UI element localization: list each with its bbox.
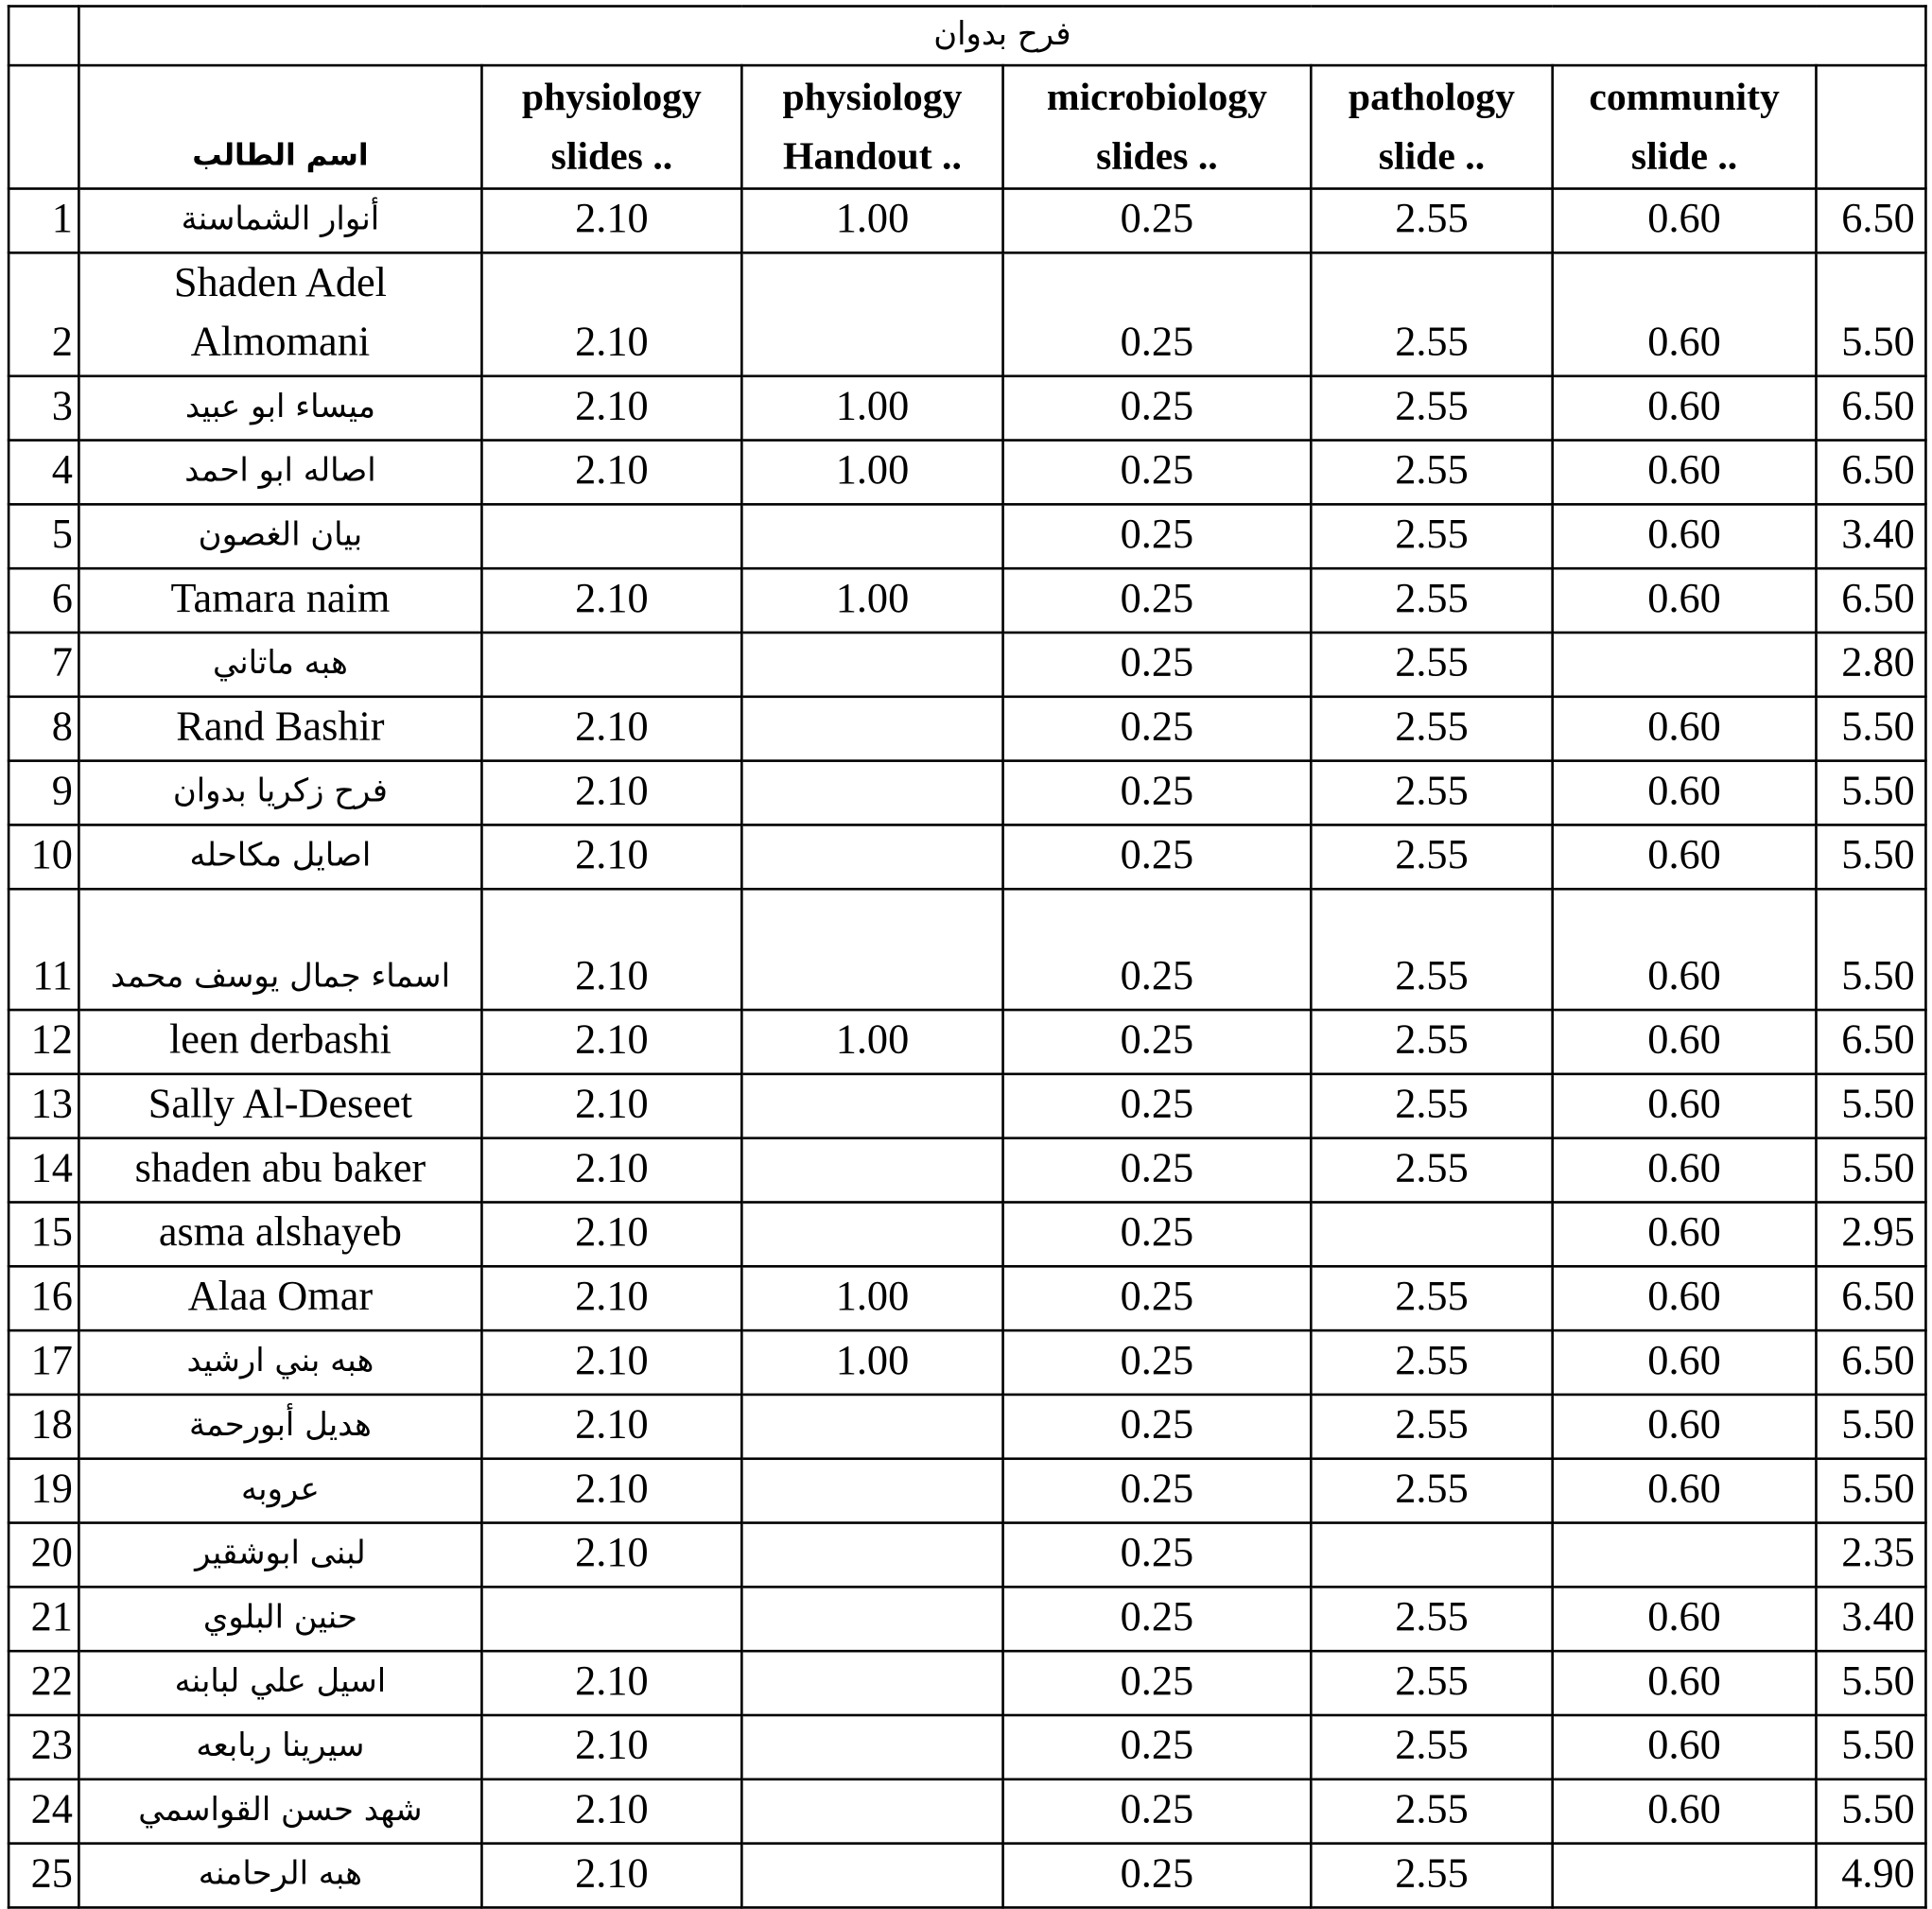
community-slide-cell[interactable]: 0.60 — [1553, 441, 1817, 505]
community-slide-cell[interactable]: 0.60 — [1553, 376, 1817, 441]
row-number-cell[interactable]: 24 — [9, 1779, 78, 1844]
total-cell[interactable]: 6.50 — [1816, 1266, 1925, 1330]
community-slide-cell[interactable]: 0.60 — [1553, 1779, 1817, 1844]
pathology-slide-cell[interactable]: 2.55 — [1311, 568, 1552, 633]
microbiology-slides-cell[interactable]: 0.25 — [1003, 1587, 1312, 1651]
physiology-handout-cell[interactable] — [741, 761, 1002, 825]
community-slide-header[interactable]: community slide .. — [1553, 65, 1817, 188]
row-number-cell[interactable]: 20 — [9, 1523, 78, 1588]
grades-table — [8, 5, 1927, 1909]
total-cell[interactable]: 5.50 — [1816, 1651, 1925, 1715]
microbiology-slides-cell[interactable]: 0.25 — [1003, 1074, 1312, 1138]
microbiology-slides-cell[interactable]: 0.25 — [1003, 1523, 1312, 1588]
physiology-handout-cell[interactable] — [741, 1779, 1002, 1844]
community-slide-cell[interactable]: 0.60 — [1553, 1587, 1817, 1651]
community-slide-cell[interactable] — [1553, 1844, 1817, 1908]
physiology-handout-cell[interactable] — [741, 697, 1002, 761]
total-cell[interactable]: 6.50 — [1816, 441, 1925, 505]
microbiology-slides-cell[interactable]: 0.25 — [1003, 1010, 1312, 1074]
table-row — [9, 504, 1925, 568]
table-row — [9, 889, 1925, 1010]
total-cell[interactable]: 5.50 — [1816, 1138, 1925, 1203]
pathology-slide-cell[interactable]: 2.55 — [1311, 1395, 1552, 1459]
student-name-header[interactable]: اسم الطالب — [78, 65, 481, 188]
physiology-handout-cell[interactable]: 1.00 — [741, 189, 1002, 253]
physiology-slides-cell[interactable]: 2.10 — [481, 1844, 741, 1908]
microbiology-slides-cell[interactable]: 0.25 — [1003, 697, 1312, 761]
student-name-cell[interactable]: اصاله ابو احمد — [78, 441, 481, 505]
physiology-handout-cell[interactable]: 1.00 — [741, 1010, 1002, 1074]
pathology-slide-cell[interactable]: 2.55 — [1311, 1844, 1552, 1908]
pathology-slide-cell[interactable]: 2.55 — [1311, 1779, 1552, 1844]
pathology-slide-cell[interactable]: 2.55 — [1311, 1715, 1552, 1779]
physiology-handout-cell[interactable] — [741, 1523, 1002, 1588]
student-name-cell[interactable]: لبنى ابوشقير — [78, 1523, 481, 1588]
microbiology-slides-cell[interactable]: 0.25 — [1003, 1844, 1312, 1908]
row-number-cell[interactable]: 25 — [9, 1844, 78, 1908]
row-number-cell[interactable]: 23 — [9, 1715, 78, 1779]
physiology-slides-cell[interactable]: 2.10 — [481, 1715, 741, 1779]
row-number-cell[interactable]: 16 — [9, 1266, 78, 1330]
row-number-cell[interactable]: 18 — [9, 1395, 78, 1459]
physiology-handout-cell[interactable] — [741, 1395, 1002, 1459]
physiology-slides-cell[interactable]: 2.10 — [481, 761, 741, 825]
physiology-handout-cell[interactable] — [741, 633, 1002, 697]
student-name-cell[interactable]: ميساء ابو عبيد — [78, 376, 481, 441]
physiology-slides-cell[interactable]: 2.10 — [481, 252, 741, 375]
microbiology-slides-cell[interactable]: 0.25 — [1003, 1395, 1312, 1459]
physiology-slides-cell[interactable]: 2.10 — [481, 1138, 741, 1203]
row-number-cell[interactable]: 1 — [9, 189, 78, 253]
row-number-cell[interactable]: 2 — [9, 252, 78, 375]
physiology-slides-cell[interactable]: 2.10 — [481, 1330, 741, 1395]
total-cell[interactable]: 2.35 — [1816, 1523, 1925, 1588]
physiology-handout-cell[interactable] — [741, 1651, 1002, 1715]
student-name-cell[interactable]: بيان الغصون — [78, 504, 481, 568]
physiology-slides-cell[interactable]: 2.10 — [481, 189, 741, 253]
row-number-cell[interactable]: 13 — [9, 1074, 78, 1138]
microbiology-slides-cell[interactable]: 0.25 — [1003, 504, 1312, 568]
total-cell[interactable]: 2.95 — [1816, 1202, 1925, 1266]
microbiology-slides-cell[interactable]: 0.25 — [1003, 1715, 1312, 1779]
physiology-slides-cell[interactable]: 2.10 — [481, 441, 741, 505]
table-row — [9, 1651, 1925, 1715]
pathology-slide-header[interactable]: pathology slide .. — [1311, 65, 1552, 188]
physiology-slides-cell[interactable] — [481, 1587, 741, 1651]
physiology-slides-cell[interactable]: 2.10 — [481, 1010, 741, 1074]
physiology-handout-cell[interactable] — [741, 1202, 1002, 1266]
microbiology-slides-cell[interactable]: 0.25 — [1003, 1459, 1312, 1523]
pathology-slide-cell[interactable]: 2.55 — [1311, 1587, 1552, 1651]
total-cell[interactable]: 5.50 — [1816, 889, 1925, 1010]
physiology-handout-cell[interactable] — [741, 1138, 1002, 1203]
total-cell[interactable]: 5.50 — [1816, 824, 1925, 889]
row-number-cell[interactable]: 10 — [9, 824, 78, 889]
pathology-slide-cell[interactable]: 2.55 — [1311, 824, 1552, 889]
microbiology-slides-cell[interactable]: 0.25 — [1003, 1779, 1312, 1844]
student-name-cell[interactable]: Tamara naim — [78, 568, 481, 633]
microbiology-slides-cell[interactable]: 0.25 — [1003, 761, 1312, 825]
total-cell[interactable]: 5.50 — [1816, 252, 1925, 375]
physiology-handout-cell[interactable] — [741, 1844, 1002, 1908]
table-row — [9, 1202, 1925, 1266]
community-slide-cell[interactable]: 0.60 — [1553, 1266, 1817, 1330]
pathology-slide-cell[interactable]: 2.55 — [1311, 1010, 1552, 1074]
total-cell[interactable]: 5.50 — [1816, 1395, 1925, 1459]
table-row — [9, 761, 1925, 825]
physiology-handout-cell[interactable]: 1.00 — [741, 441, 1002, 505]
table-row — [9, 1010, 1925, 1074]
table-row — [9, 1844, 1925, 1908]
table-row — [9, 1330, 1925, 1395]
pathology-slide-cell[interactable]: 2.55 — [1311, 697, 1552, 761]
row-number-cell[interactable]: 15 — [9, 1202, 78, 1266]
microbiology-slides-cell[interactable]: 0.25 — [1003, 1651, 1312, 1715]
row-number-cell[interactable]: 6 — [9, 568, 78, 633]
physiology-slides-cell[interactable]: 2.10 — [481, 1651, 741, 1715]
total-cell[interactable]: 6.50 — [1816, 568, 1925, 633]
table-row — [9, 441, 1925, 505]
physiology-slides-cell[interactable]: 2.10 — [481, 1779, 741, 1844]
physiology-handout-cell[interactable] — [741, 252, 1002, 375]
total-cell[interactable]: 5.50 — [1816, 1779, 1925, 1844]
physiology-slides-cell[interactable]: 2.10 — [481, 1523, 741, 1588]
table-row — [9, 1587, 1925, 1651]
pathology-slide-cell[interactable]: 2.55 — [1311, 1651, 1552, 1715]
row-number-cell[interactable]: 19 — [9, 1459, 78, 1523]
student-name-cell[interactable]: هبه الرحامنه — [78, 1844, 481, 1908]
row-number-cell[interactable]: 14 — [9, 1138, 78, 1203]
microbiology-slides-cell[interactable]: 0.25 — [1003, 633, 1312, 697]
community-slide-cell[interactable]: 0.60 — [1553, 697, 1817, 761]
pathology-slide-cell[interactable]: 2.55 — [1311, 1330, 1552, 1395]
table-row — [9, 1395, 1925, 1459]
student-name-cell[interactable]: Rand Bashir — [78, 697, 481, 761]
physiology-handout-cell[interactable] — [741, 1587, 1002, 1651]
community-slide-cell[interactable]: 0.60 — [1553, 1202, 1817, 1266]
physiology-slides-cell[interactable]: 2.10 — [481, 1074, 741, 1138]
physiology-handout-cell[interactable] — [741, 1715, 1002, 1779]
pathology-slide-cell[interactable]: 2.55 — [1311, 376, 1552, 441]
student-name-cell[interactable]: shaden abu baker — [78, 1138, 481, 1203]
total-cell[interactable]: 3.40 — [1816, 504, 1925, 568]
community-slide-cell[interactable]: 0.60 — [1553, 504, 1817, 568]
total-header[interactable] — [1816, 65, 1925, 188]
student-name-cell[interactable]: فرح زكريا بدوان — [78, 761, 481, 825]
microbiology-slides-cell[interactable]: 0.25 — [1003, 252, 1312, 375]
pathology-slide-cell[interactable]: 2.55 — [1311, 633, 1552, 697]
pathology-slide-cell[interactable]: 2.55 — [1311, 1138, 1552, 1203]
pathology-slide-cell[interactable]: 2.55 — [1311, 889, 1552, 1010]
pathology-slide-cell[interactable]: 2.55 — [1311, 189, 1552, 253]
table-row — [9, 376, 1925, 441]
community-slide-cell[interactable]: 0.60 — [1553, 889, 1817, 1010]
physiology-handout-header[interactable]: physiology Handout .. — [741, 65, 1002, 188]
student-name-cell[interactable]: هبه ماتاني — [78, 633, 481, 697]
microbiology-slides-cell[interactable]: 0.25 — [1003, 441, 1312, 505]
microbiology-slides-cell[interactable]: 0.25 — [1003, 1138, 1312, 1203]
microbiology-slides-cell[interactable]: 0.25 — [1003, 1330, 1312, 1395]
total-cell[interactable]: 6.50 — [1816, 1010, 1925, 1074]
total-cell[interactable]: 2.80 — [1816, 633, 1925, 697]
microbiology-slides-cell[interactable]: 0.25 — [1003, 189, 1312, 253]
community-slide-cell[interactable]: 0.60 — [1553, 761, 1817, 825]
community-slide-cell[interactable]: 0.60 — [1553, 1010, 1817, 1074]
community-slide-cell[interactable]: 0.60 — [1553, 1715, 1817, 1779]
pathology-slide-cell[interactable]: 2.55 — [1311, 761, 1552, 825]
pathology-slide-cell[interactable]: 2.55 — [1311, 1074, 1552, 1138]
microbiology-slides-header[interactable]: microbiology slides .. — [1003, 65, 1312, 188]
total-cell[interactable]: 5.50 — [1816, 1715, 1925, 1779]
microbiology-slides-cell[interactable]: 0.25 — [1003, 376, 1312, 441]
table-row — [9, 568, 1925, 633]
community-slide-cell[interactable]: 0.60 — [1553, 568, 1817, 633]
student-name-cell[interactable]: اسماء جمال يوسف محمد — [78, 889, 481, 1010]
table-row — [9, 189, 1925, 253]
pathology-slide-cell[interactable] — [1311, 1202, 1552, 1266]
table-row — [9, 1074, 1925, 1138]
header-row — [9, 65, 1925, 188]
sheet-title[interactable]: فرح بدوان — [78, 7, 1925, 66]
pathology-slide-cell[interactable]: 2.55 — [1311, 1266, 1552, 1330]
community-slide-cell[interactable] — [1553, 633, 1817, 697]
student-name-cell[interactable]: Shaden Adel Almomani — [78, 252, 481, 375]
physiology-handout-cell[interactable]: 1.00 — [741, 1330, 1002, 1395]
student-name-cell[interactable]: اسيل علي لبابنه — [78, 1651, 481, 1715]
physiology-slides-cell[interactable]: 2.10 — [481, 376, 741, 441]
community-slide-cell[interactable]: 0.60 — [1553, 1651, 1817, 1715]
student-name-cell[interactable]: سيرينا ربابعه — [78, 1715, 481, 1779]
total-cell[interactable]: 6.50 — [1816, 189, 1925, 253]
physiology-handout-cell[interactable] — [741, 824, 1002, 889]
title-row — [9, 7, 1925, 66]
microbiology-slides-cell[interactable]: 0.25 — [1003, 568, 1312, 633]
pathology-slide-cell[interactable] — [1311, 1523, 1552, 1588]
student-name-cell[interactable]: asma alshayeb — [78, 1202, 481, 1266]
row-number-cell[interactable]: 21 — [9, 1587, 78, 1651]
student-name-cell[interactable]: أنوار الشماسنة — [78, 189, 481, 253]
physiology-handout-cell[interactable] — [741, 1074, 1002, 1138]
table-row — [9, 252, 1925, 375]
community-slide-cell[interactable]: 0.60 — [1553, 1330, 1817, 1395]
table-row — [9, 824, 1925, 889]
row-number-cell[interactable]: 17 — [9, 1330, 78, 1395]
microbiology-slides-cell[interactable]: 0.25 — [1003, 824, 1312, 889]
community-slide-cell[interactable]: 0.60 — [1553, 1395, 1817, 1459]
row-number-cell[interactable]: 5 — [9, 504, 78, 568]
pathology-slide-cell[interactable]: 2.55 — [1311, 504, 1552, 568]
table-row — [9, 1523, 1925, 1588]
community-slide-cell[interactable]: 0.60 — [1553, 1074, 1817, 1138]
physiology-slides-cell[interactable]: 2.10 — [481, 1395, 741, 1459]
microbiology-slides-cell[interactable]: 0.25 — [1003, 1266, 1312, 1330]
physiology-slides-cell[interactable]: 2.10 — [481, 1202, 741, 1266]
physiology-handout-cell[interactable] — [741, 1459, 1002, 1523]
total-cell[interactable]: 6.50 — [1816, 1330, 1925, 1395]
row-number-cell[interactable]: 4 — [9, 441, 78, 505]
table-row — [9, 1779, 1925, 1844]
total-cell[interactable]: 5.50 — [1816, 697, 1925, 761]
student-name-cell[interactable]: هديل أبورحمة — [78, 1395, 481, 1459]
physiology-handout-cell[interactable]: 1.00 — [741, 376, 1002, 441]
table-row — [9, 1715, 1925, 1779]
physiology-handout-cell[interactable] — [741, 889, 1002, 1010]
index-header-cell[interactable] — [9, 65, 78, 188]
physiology-slides-cell[interactable]: 2.10 — [481, 889, 741, 1010]
student-name-cell[interactable]: شهد حسن القواسمي — [78, 1779, 481, 1844]
total-cell[interactable]: 5.50 — [1816, 1074, 1925, 1138]
corner-cell[interactable] — [9, 7, 78, 66]
row-number-cell[interactable]: 3 — [9, 376, 78, 441]
table-row — [9, 697, 1925, 761]
student-name-cell[interactable]: Sally Al-Deseet — [78, 1074, 481, 1138]
table-row — [9, 1266, 1925, 1330]
total-cell[interactable]: 5.50 — [1816, 761, 1925, 825]
total-cell[interactable]: 6.50 — [1816, 376, 1925, 441]
table-row — [9, 1459, 1925, 1523]
community-slide-cell[interactable] — [1553, 1523, 1817, 1588]
row-number-cell[interactable]: 9 — [9, 761, 78, 825]
pathology-slide-cell[interactable]: 2.55 — [1311, 441, 1552, 505]
row-number-cell[interactable]: 11 — [9, 889, 78, 1010]
total-cell[interactable]: 4.90 — [1816, 1844, 1925, 1908]
pathology-slide-cell[interactable]: 2.55 — [1311, 1459, 1552, 1523]
row-number-cell[interactable]: 7 — [9, 633, 78, 697]
student-name-cell[interactable]: leen derbashi — [78, 1010, 481, 1074]
physiology-slides-cell[interactable]: 2.10 — [481, 1266, 741, 1330]
physiology-slides-cell[interactable] — [481, 633, 741, 697]
total-cell[interactable]: 3.40 — [1816, 1587, 1925, 1651]
physiology-handout-cell[interactable] — [741, 504, 1002, 568]
microbiology-slides-cell[interactable]: 0.25 — [1003, 1202, 1312, 1266]
physiology-slides-cell[interactable] — [481, 504, 741, 568]
physiology-slides-header[interactable]: physiology slides .. — [481, 65, 741, 188]
community-slide-cell[interactable]: 0.60 — [1553, 1459, 1817, 1523]
physiology-slides-cell[interactable]: 2.10 — [481, 824, 741, 889]
row-number-cell[interactable]: 12 — [9, 1010, 78, 1074]
student-name-cell[interactable]: حنين البلوي — [78, 1587, 481, 1651]
community-slide-cell[interactable]: 0.60 — [1553, 189, 1817, 253]
table-row — [9, 633, 1925, 697]
physiology-slides-cell[interactable]: 2.10 — [481, 697, 741, 761]
table-row — [9, 1138, 1925, 1203]
student-name-cell[interactable]: عروبه — [78, 1459, 481, 1523]
student-name-cell[interactable]: اصايل مكاحله — [78, 824, 481, 889]
student-name-cell[interactable]: Alaa Omar — [78, 1266, 481, 1330]
total-cell[interactable]: 5.50 — [1816, 1459, 1925, 1523]
physiology-handout-cell[interactable]: 1.00 — [741, 568, 1002, 633]
pathology-slide-cell[interactable]: 2.55 — [1311, 252, 1552, 375]
physiology-slides-cell[interactable]: 2.10 — [481, 1459, 741, 1523]
microbiology-slides-cell[interactable]: 0.25 — [1003, 889, 1312, 1010]
community-slide-cell[interactable]: 0.60 — [1553, 824, 1817, 889]
community-slide-cell[interactable]: 0.60 — [1553, 252, 1817, 375]
student-name-cell[interactable]: هبه بني ارشيد — [78, 1330, 481, 1395]
community-slide-cell[interactable]: 0.60 — [1553, 1138, 1817, 1203]
row-number-cell[interactable]: 8 — [9, 697, 78, 761]
physiology-handout-cell[interactable]: 1.00 — [741, 1266, 1002, 1330]
row-number-cell[interactable]: 22 — [9, 1651, 78, 1715]
physiology-slides-cell[interactable]: 2.10 — [481, 568, 741, 633]
